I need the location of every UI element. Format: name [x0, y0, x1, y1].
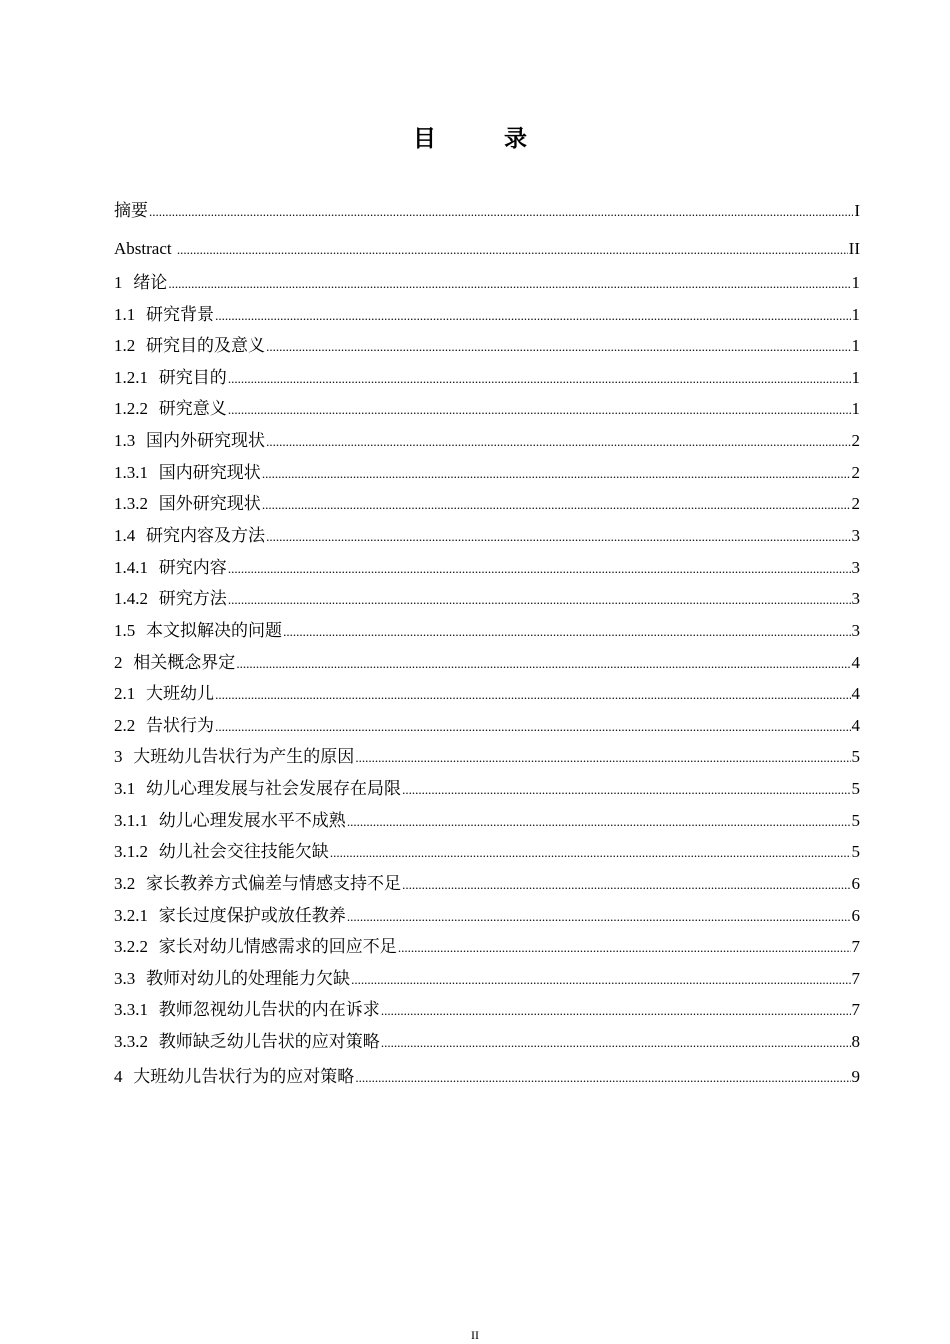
dot-leader [381, 1000, 851, 1022]
dot-leader [262, 463, 851, 485]
toc-entry-title: 研究意义 [148, 399, 227, 419]
dot-leader [236, 653, 850, 675]
toc-entry-title: 国内外研究现状 [135, 431, 266, 451]
toc-entry[interactable] [114, 304, 860, 327]
toc-entry-page: 3 [851, 558, 860, 577]
dot-leader [402, 874, 850, 896]
toc-entry-number: 3.2.2 [114, 937, 148, 956]
page-number: II [471, 1328, 479, 1342]
toc-entry-page: 6 [851, 874, 860, 893]
dot-leader [262, 494, 851, 516]
toc-entry-number: 1.3 [114, 431, 136, 450]
toc-entry-title: 相关概念界定 [122, 653, 236, 673]
toc-entry-page: 1 [851, 305, 860, 324]
toc-entry-page: 3 [851, 589, 860, 608]
dot-leader [215, 684, 850, 706]
toc-entry-number: 3.1.1 [114, 811, 148, 830]
toc-entry[interactable] [114, 272, 860, 295]
toc-entry-title: 国内研究现状 [148, 463, 261, 483]
dot-leader [330, 842, 851, 864]
toc-entry-title: 家长教养方式偏差与情感支持不足 [135, 874, 402, 894]
toc-entry-title: 幼儿心理发展与社会发展存在局限 [135, 779, 402, 799]
toc-entry-page: 3 [851, 526, 860, 545]
toc-entry-number: 3.2.1 [114, 906, 148, 925]
toc-entry-page: 5 [851, 811, 860, 830]
toc-entry-title: 大班幼儿告状行为产生的原因 [122, 747, 355, 767]
toc-entry-title: Abstract [114, 239, 176, 258]
toc-entry-number: 1.2.2 [114, 399, 148, 418]
toc-entry[interactable] [114, 652, 860, 675]
toc-entry-number: 1.4 [114, 526, 136, 545]
toc-entry-number: 2.2 [114, 716, 136, 735]
toc-entry-number: 3.3.1 [114, 1000, 148, 1019]
dot-leader [228, 368, 851, 390]
toc-entry-title: 大班幼儿告状行为的应对策略 [122, 1067, 355, 1087]
toc-entry-title: 教师忽视幼儿告状的内在诉求 [148, 1000, 380, 1020]
toc-entry-number: 1.2.1 [114, 368, 148, 387]
toc-entry-number: 3.2 [114, 874, 136, 893]
toc-entry-title: 家长对幼儿情感需求的回应不足 [148, 937, 397, 957]
toc-entry-title: 研究目的及意义 [135, 336, 266, 356]
toc-entry[interactable] [114, 588, 860, 611]
dot-leader [177, 239, 848, 261]
toc-entry-number: 1.3.2 [114, 494, 148, 513]
toc-entry-title: 本文拟解决的问题 [135, 621, 283, 641]
toc-entry-number: 1.1 [114, 305, 136, 324]
toc-entry-title: 大班幼儿 [135, 684, 215, 704]
toc-entry-page: 6 [851, 906, 860, 925]
toc-entry-page: II [848, 239, 860, 258]
toc-entry[interactable] [114, 525, 860, 548]
toc-entry-page: 5 [851, 779, 860, 798]
dot-leader [355, 1067, 850, 1089]
toc-entry-title: 绪论 [122, 273, 168, 293]
toc-entry[interactable] [114, 715, 860, 738]
toc-entry[interactable] [114, 683, 860, 706]
toc-entry[interactable] [114, 746, 860, 769]
toc-entry-title: 研究背景 [135, 305, 215, 325]
toc-entry[interactable] [114, 778, 860, 801]
toc-entry-title: 研究内容 [148, 558, 227, 578]
toc-entry[interactable] [114, 810, 860, 833]
toc-entry-number: 1.5 [114, 621, 136, 640]
dot-leader [347, 906, 851, 928]
toc-entry[interactable] [114, 367, 860, 390]
toc-entry-number: 3.1.2 [114, 842, 148, 861]
toc-entry-page: 8 [851, 1032, 860, 1051]
toc-entry[interactable] [114, 462, 860, 485]
toc-entry-number: 3.3 [114, 969, 136, 988]
toc-entry-page: 4 [851, 653, 860, 672]
toc-entry[interactable] [114, 1031, 860, 1054]
dot-leader [351, 969, 850, 991]
dot-leader [355, 747, 850, 769]
toc-entry[interactable] [114, 999, 860, 1022]
toc-entry[interactable] [114, 968, 860, 991]
toc-entry-page: 3 [851, 621, 860, 640]
toc-entry[interactable] [114, 1066, 860, 1089]
dot-leader [215, 716, 850, 738]
toc-entry-number: 3 [114, 747, 123, 766]
toc-entry-number: 4 [114, 1067, 123, 1086]
toc-entry[interactable] [114, 905, 860, 928]
toc-entry[interactable] [114, 620, 860, 643]
toc-entry[interactable] [114, 493, 860, 516]
toc-entry-title: 研究方法 [148, 589, 227, 609]
toc-entry-number: 3.3.2 [114, 1032, 148, 1051]
toc-entry-page: I [854, 201, 860, 220]
toc-entry-page: 4 [851, 684, 860, 703]
toc-entry-page: 9 [851, 1067, 860, 1086]
toc-entry-page: 7 [851, 937, 860, 956]
toc-entry-title: 教师缺乏幼儿告状的应对策略 [148, 1032, 380, 1052]
toc-entry-title: 国外研究现状 [148, 494, 261, 514]
dot-leader [347, 811, 851, 833]
toc-entry-title: 幼儿心理发展水平不成熟 [148, 811, 346, 831]
toc-entry-number: 1.2 [114, 336, 136, 355]
toc-entry[interactable] [114, 936, 860, 959]
toc-entry-page: 2 [851, 494, 860, 513]
toc-entry-title: 幼儿社会交往技能欠缺 [148, 842, 329, 862]
toc-entry[interactable] [114, 430, 860, 453]
dot-leader [266, 431, 850, 453]
toc-entry-page: 4 [851, 716, 860, 735]
toc-entry[interactable] [114, 841, 860, 864]
toc-entry-title: 摘要 [114, 201, 148, 221]
dot-leader [398, 937, 851, 959]
dot-leader [168, 273, 850, 295]
toc-entry-number: 1 [114, 273, 123, 292]
toc-entry-page: 5 [851, 747, 860, 766]
toc-entry[interactable] [114, 238, 860, 261]
toc-entry[interactable] [114, 873, 860, 896]
dot-leader [149, 201, 853, 223]
dot-leader [228, 589, 851, 611]
toc-entry-page: 2 [851, 431, 860, 450]
toc-entry-page: 7 [851, 1000, 860, 1019]
dot-leader [402, 779, 850, 801]
dot-leader [266, 526, 850, 548]
page-title: 目 录 [412, 126, 557, 152]
toc-entry-page: 7 [851, 969, 860, 988]
toc-entry-page: 1 [851, 273, 860, 292]
toc-entry-title: 告状行为 [135, 716, 215, 736]
toc-entry-page: 1 [851, 336, 860, 355]
toc-entry-title: 研究内容及方法 [135, 526, 266, 546]
dot-leader [228, 399, 851, 421]
toc-entry-title: 研究目的 [148, 368, 227, 388]
toc-entry[interactable] [114, 398, 860, 421]
toc-entry-page: 5 [851, 842, 860, 861]
toc-entry-page: 1 [851, 399, 860, 418]
toc-entry-page: 2 [851, 463, 860, 482]
dot-leader [381, 1032, 851, 1054]
toc-entry-number: 2 [114, 653, 123, 672]
toc-entry[interactable] [114, 557, 860, 580]
toc-entry-title: 家长过度保护或放任教养 [148, 906, 346, 926]
dot-leader [266, 336, 850, 358]
toc-entry-number: 2.1 [114, 684, 136, 703]
toc-entry-number: 1.3.1 [114, 463, 148, 482]
toc-entry[interactable] [114, 335, 860, 358]
toc-entry-title: 教师对幼儿的处理能力欠缺 [135, 969, 351, 989]
toc-entry-number: 3.1 [114, 779, 136, 798]
toc-entry[interactable] [114, 200, 860, 223]
dot-leader [215, 305, 850, 327]
toc-entry-number: 1.4.2 [114, 589, 148, 608]
toc-entry-number: 1.4.1 [114, 558, 148, 577]
dot-leader [283, 621, 850, 643]
dot-leader [228, 558, 851, 580]
toc-entry-page: 1 [851, 368, 860, 387]
